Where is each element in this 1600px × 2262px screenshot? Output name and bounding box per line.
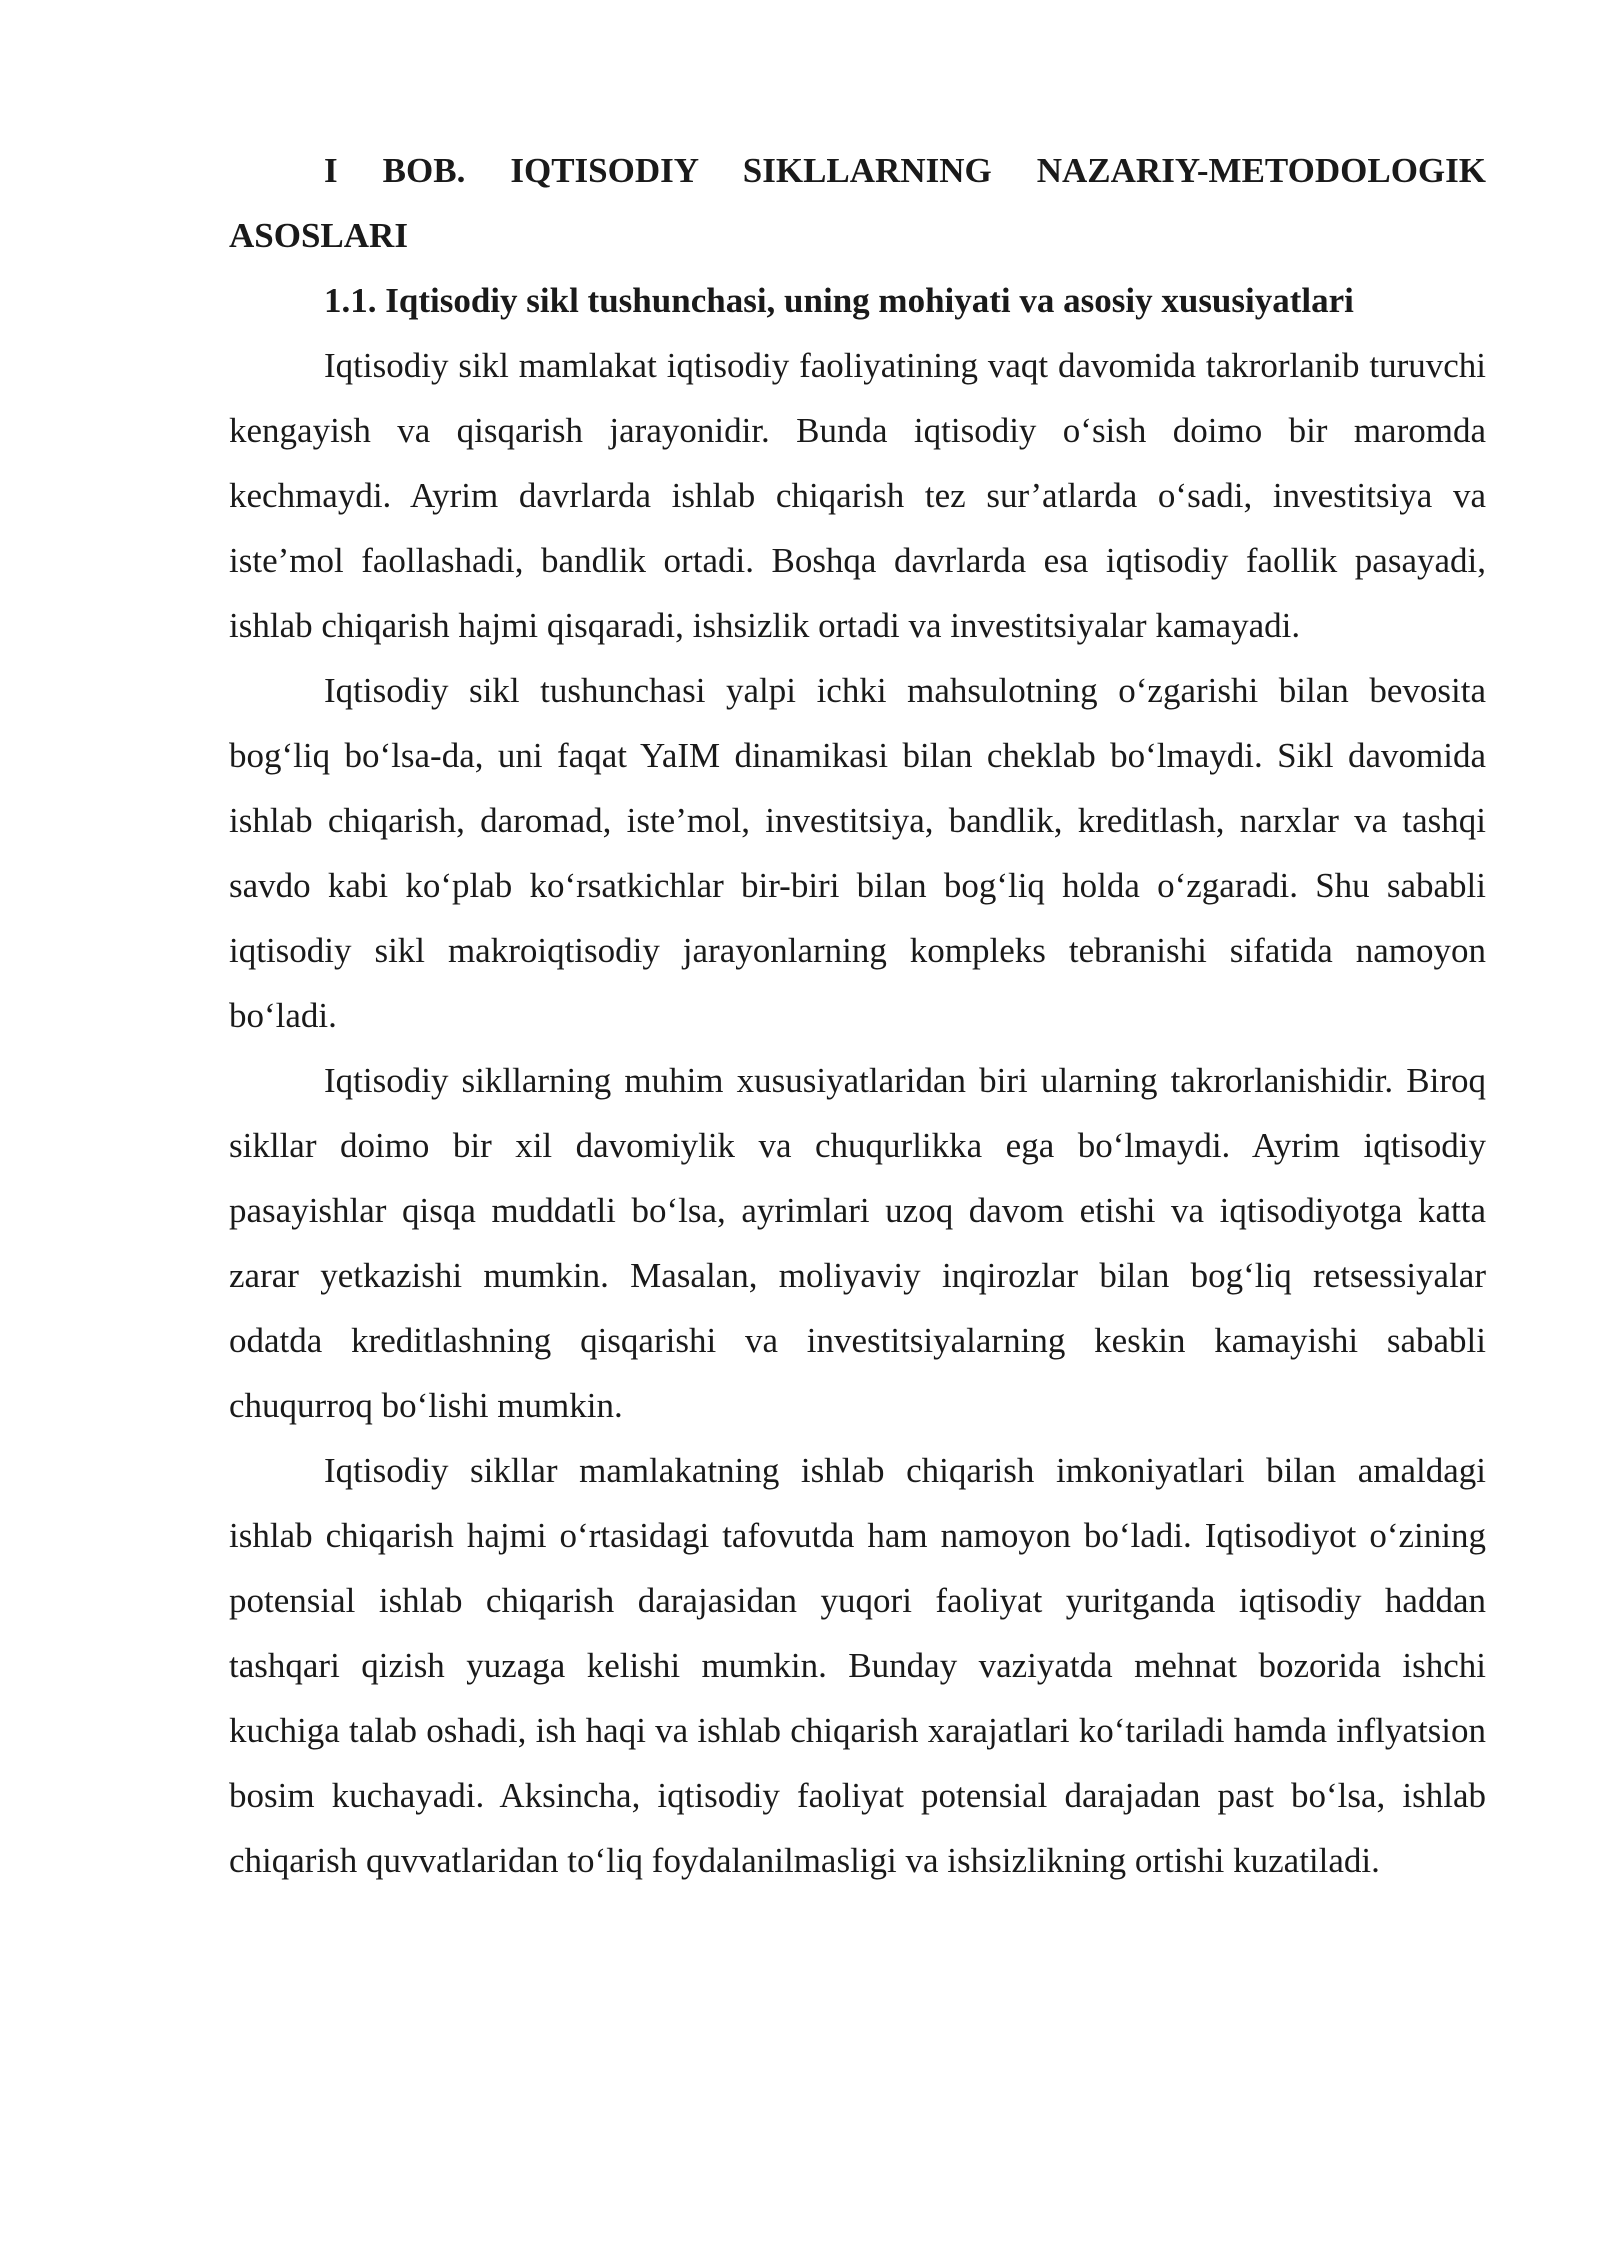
section-title: 1.1. Iqtisodiy sikl tushunchasi, uning mohiyati va asosiy xususiyatlari xyxy=(324,281,1354,320)
chapter-title: I BOB. IQTISODIY SIKLLARNING NAZARIY-METODOLOGIK ASOSLARI xyxy=(229,151,1486,255)
paragraph-1: Iqtisodiy sikl mamlakat iqtisodiy faoliyatining vaqt davomida takrorlanib turuvchi kengayish va qisqarish jarayonidir. Bunda iqtisodiy o‘sish doimo bir maromda kechmaydi. Ayrim davrlarda ishlab chiqarish tez sur’atlarda o‘sadi, investitsiya va iste’mol faollashadi, bandlik ortadi. Boshqa davrlarda esa iqtisodiy faollik pasayadi, ishlab chiqarish hajmi qisqaradi, ishsizlik ortadi va investitsiyalar kamayadi. xyxy=(229,346,1486,645)
paragraph-2: Iqtisodiy sikl tushunchasi yalpi ichki mahsulotning o‘zgarishi bilan bevosita bog‘liq bo‘lsa-da, uni faqat YaIM dinamikasi bilan cheklab bo‘lmaydi. Sikl davomida ishlab chiqarish, daromad, iste’mol, investitsiya, bandlik, kreditlash, narxlar va tashqi savdo kabi ko‘plab ko‘rsatkichlar bir-biri bilan bog‘liq holda o‘zgaradi. Shu sababli iqtisodiy sikl makroiqtisodiy jarayonlarning kompleks tebranishi sifatida namoyon bo‘ladi. xyxy=(229,671,1486,1035)
paragraph-4: Iqtisodiy sikllar mamlakatning ishlab chiqarish imkoniyatlari bilan amaldagi ishlab chiqarish hajmi o‘rtasidagi tafovutda ham namoyon bo‘ladi. Iqtisodiyot o‘zining potensial ishlab chiqarish darajasidan yuqori faoliyat yuritganda iqtisodiy haddan tashqari qizish yuzaga kelishi mumkin. Bunday vaziyatda mehnat bozorida ishchi kuchiga talab oshadi, ish haqi va ishlab chiqarish xarajatlari ko‘tariladi hamda inflyatsion bosim kuchayadi. Aksincha, iqtisodiy faoliyat potensial darajadan past bo‘lsa, ishlab chiqarish quvvatlaridan to‘liq foydalanilmasligi va ishsizlikning ortishi kuzatiladi. xyxy=(229,1451,1486,1880)
paragraph-3: Iqtisodiy sikllarning muhim xususiyatlaridan biri ularning takrorlanishidir. Biroq sikllar doimo bir xil davomiylik va chuqurlikka ega bo‘lmaydi. Ayrim iqtisodiy pasayishlar qisqa muddatli bo‘lsa, ayrimlari uzoq davom etishi va iqtisodiyotga katta zarar yetkazishi mumkin. Masalan, moliyaviy inqirozlar bilan bog‘liq retsessiyalar odatda kreditlashning qisqarishi va investitsiyalarning keskin kamayishi sababli chuqurroq bo‘lishi mumkin. xyxy=(229,1061,1486,1425)
document-page xyxy=(229,138,1486,1893)
